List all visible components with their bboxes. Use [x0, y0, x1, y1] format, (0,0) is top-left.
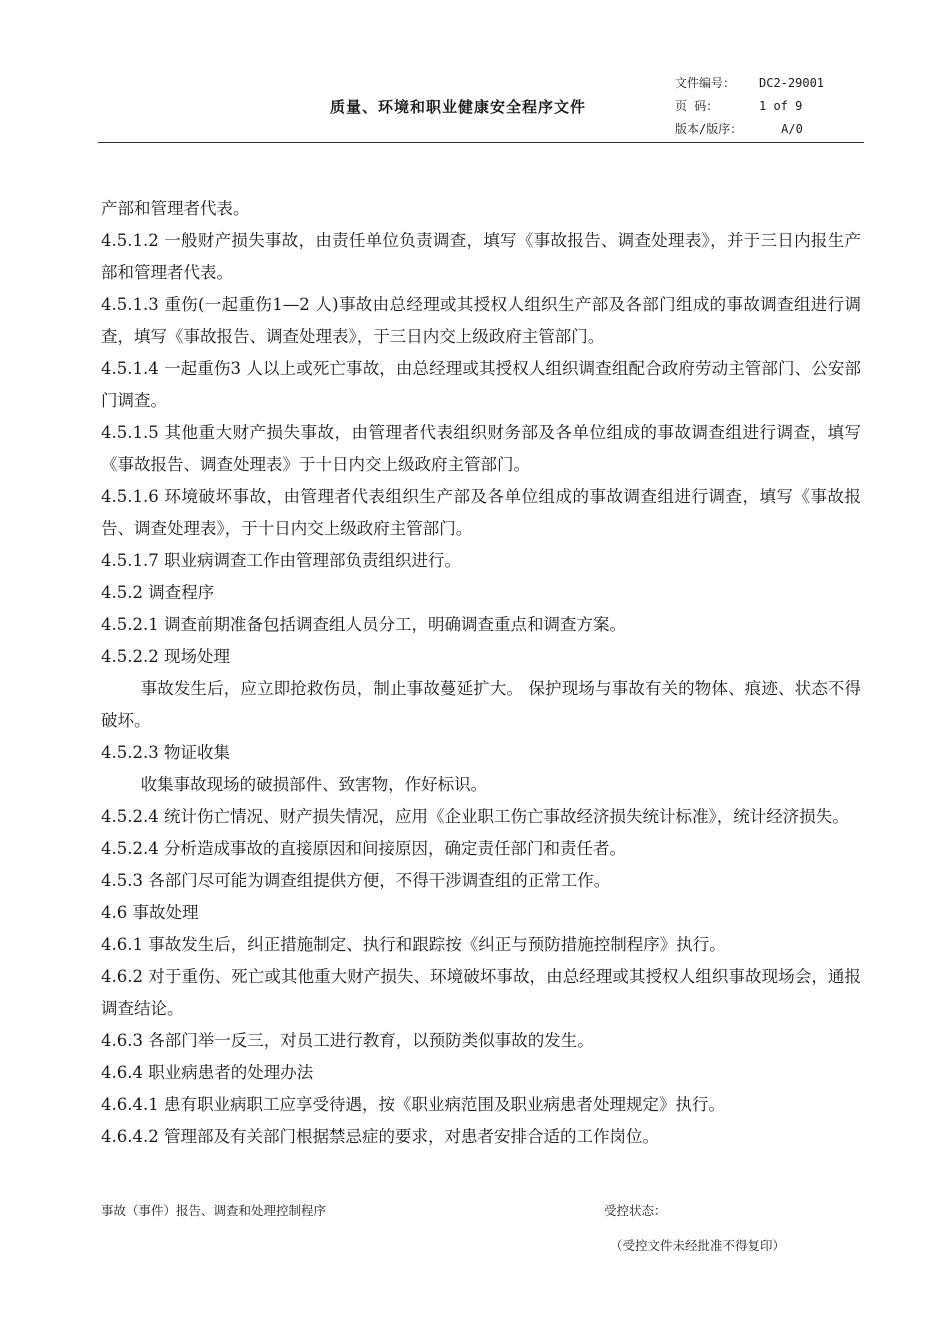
section-heading: 4.5.2.3 物证收集 — [101, 743, 230, 762]
paragraph: 4.5.1.6 环境破坏事故，由管理者代表组织生产部及各单位组成的事故调查组进行调查，填写《事故报告、调查处理表》，于十日内交上级政府主管部门。 — [101, 487, 861, 538]
meta-row-file-number — [675, 72, 827, 95]
section-heading: 4.5.2 调查程序 — [101, 583, 215, 602]
section-heading: 4.5.2.2 现场处理 — [101, 647, 230, 666]
document-meta — [675, 72, 827, 141]
footer-copy-note: （受控文件未经批准不得复印） — [610, 1238, 786, 1253]
paragraph: 4.5.2.1 调查前期准备包括调查组人员分工，明确调查重点和调查方案。 — [101, 615, 626, 634]
footer-control-status: 受控状态： — [604, 1203, 667, 1218]
paragraph: 4.6.1 事故发生后，纠正措施制定、执行和跟踪按《纠正与预防措施控制程序》执行。 — [101, 935, 726, 954]
paragraph: 4.5.1.7 职业病调查工作由管理部负责组织进行。 — [101, 551, 461, 570]
paragraph: 产部和管理者代表。 — [101, 199, 250, 218]
file-number-value: DC2-29001 — [759, 76, 825, 90]
paragraph: 4.6.4.2 管理部及有关部门根据禁忌症的要求，对患者安排合适的工作岗位。 — [101, 1127, 659, 1146]
document-title: 质量、环境和职业健康安全程序文件 — [330, 98, 587, 116]
paragraph: 4.6.4.1 患有职业病职工应享受待遇，按《职业病范围及职业病患者处理规定》执行。 — [101, 1095, 725, 1114]
paragraph: 4.5.2.4 统计伤亡情况、财产损失情况，应用《企业职工伤亡事故经济损失统计标准》，统计经济损失。 — [101, 807, 849, 826]
section-heading: 4.6.4 职业病患者的处理办法 — [101, 1063, 314, 1082]
paragraph: 4.5.3 各部门尽可能为调查组提供方便，不得干涉调查组的正常工作。 — [101, 871, 611, 890]
meta-label: 页 码： — [675, 99, 719, 113]
document-body — [101, 193, 861, 1153]
section-heading: 4.6 事故处理 — [101, 903, 199, 922]
page-number-value: 1 of 9 — [759, 99, 803, 113]
meta-label: 版本/版序： — [675, 122, 743, 136]
paragraph: 4.5.1.4 一起重伤3 人以上或死亡事故，由总经理或其授权人组织调查组配合政府劳动主管部门、公安部门调查。 — [101, 359, 861, 410]
meta-row-page — [675, 95, 827, 118]
paragraph: 4.5.1.3 重伤(一起重伤1—2 人)事故由总经理或其授权人组织生产部及各部门组成的事故调查组进行调查，填写《事故报告、调查处理表》，于三日内交上级政府主管部门。 — [101, 295, 861, 346]
version-value: A/0 — [781, 122, 803, 136]
footer-procedure-name: 事故（事件）报告、调查和处理控制程序 — [101, 1203, 327, 1218]
paragraph: 收集事故现场的破损部件、致害物，作好标识。 — [140, 775, 488, 794]
paragraph: 4.5.1.5 其他重大财产损失事故，由管理者代表组织财务部及各单位组成的事故调查组进行调查，填写《事故报告、调查处理表》于十日内交上级政府主管部门。 — [101, 423, 861, 474]
paragraph: 4.5.2.4 分析造成事故的直接原因和间接原因，确定责任部门和责任者。 — [101, 839, 626, 858]
meta-row-version — [675, 118, 827, 141]
paragraph: 4.5.1.2 一般财产损失事故，由责任单位负责调查，填写《事故报告、调查处理表》，并于三日内报生产部和管理者代表。 — [101, 231, 861, 282]
paragraph: 事故发生后，应立即抢救伤员，制止事故蔓延扩大。 保护现场与事故有关的物体、痕迹、状态不得破坏。 — [101, 679, 861, 730]
paragraph: 4.6.2 对于重伤、死亡或其他重大财产损失、环境破坏事故，由总经理或其授权人组织事故现场会，通报调查结论。 — [101, 967, 861, 1018]
paragraph: 4.6.3 各部门举一反三，对员工进行教育，以预防类似事故的发生。 — [101, 1031, 594, 1050]
meta-label: 文件编号： — [675, 76, 736, 90]
header-divider — [98, 142, 864, 143]
